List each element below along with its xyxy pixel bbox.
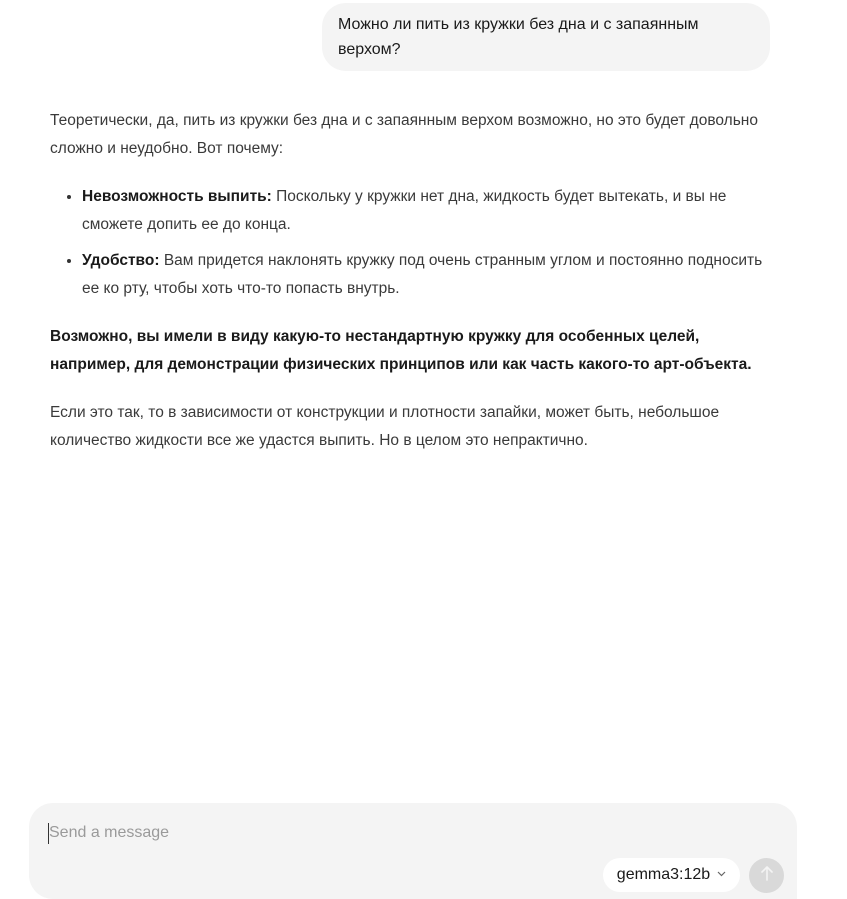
bullet-text: Поскольку у кружки нет дна, жидкость будет вытекать, и вы не сможете допить ее до конца.	[82, 188, 727, 233]
assistant-message	[50, 107, 770, 475]
user-message-row	[322, 3, 770, 71]
message-input[interactable]	[49, 821, 749, 845]
bullet-text: Вам придется наклонять кружку под очень странным углом и постоянно подносить ее ко рту, чтобы хоть что-то попасть внутрь.	[82, 252, 763, 297]
send-button[interactable]	[749, 858, 784, 893]
bullet-title: Удобство:	[82, 252, 160, 269]
model-name: gemma3:12b	[616, 866, 711, 883]
assistant-bold-paragraph: Возможно, вы имели в виду какую-то нестандартную кружку для особенных целей, например, для демонстрации физических принципов или как часть какого-то арт-объекта.	[50, 328, 752, 373]
text-caret	[48, 823, 49, 844]
assistant-closing: Если это так, то в зависимости от конструкции и плотности запайки, может быть, небольшое количество жидкости все же удастся выпить. Но в целом это непрактично.	[50, 404, 720, 449]
chevron-down-icon	[717, 869, 726, 880]
list-item	[82, 183, 770, 239]
arrow-up-icon	[760, 865, 774, 886]
assistant-bullet-list	[50, 183, 770, 303]
bullet-title: Невозможность выпить:	[82, 188, 272, 205]
model-selector[interactable]	[603, 858, 740, 892]
list-item	[82, 247, 770, 303]
user-message-bubble: Можно ли пить из кружки без дна и с запаянным верхом?	[322, 3, 770, 71]
assistant-intro: Теоретически, да, пить из кружки без дна и с запаянным верхом возможно, но это будет довольно сложно и неудобно. Вот почему:	[50, 112, 758, 157]
message-composer	[29, 803, 797, 899]
